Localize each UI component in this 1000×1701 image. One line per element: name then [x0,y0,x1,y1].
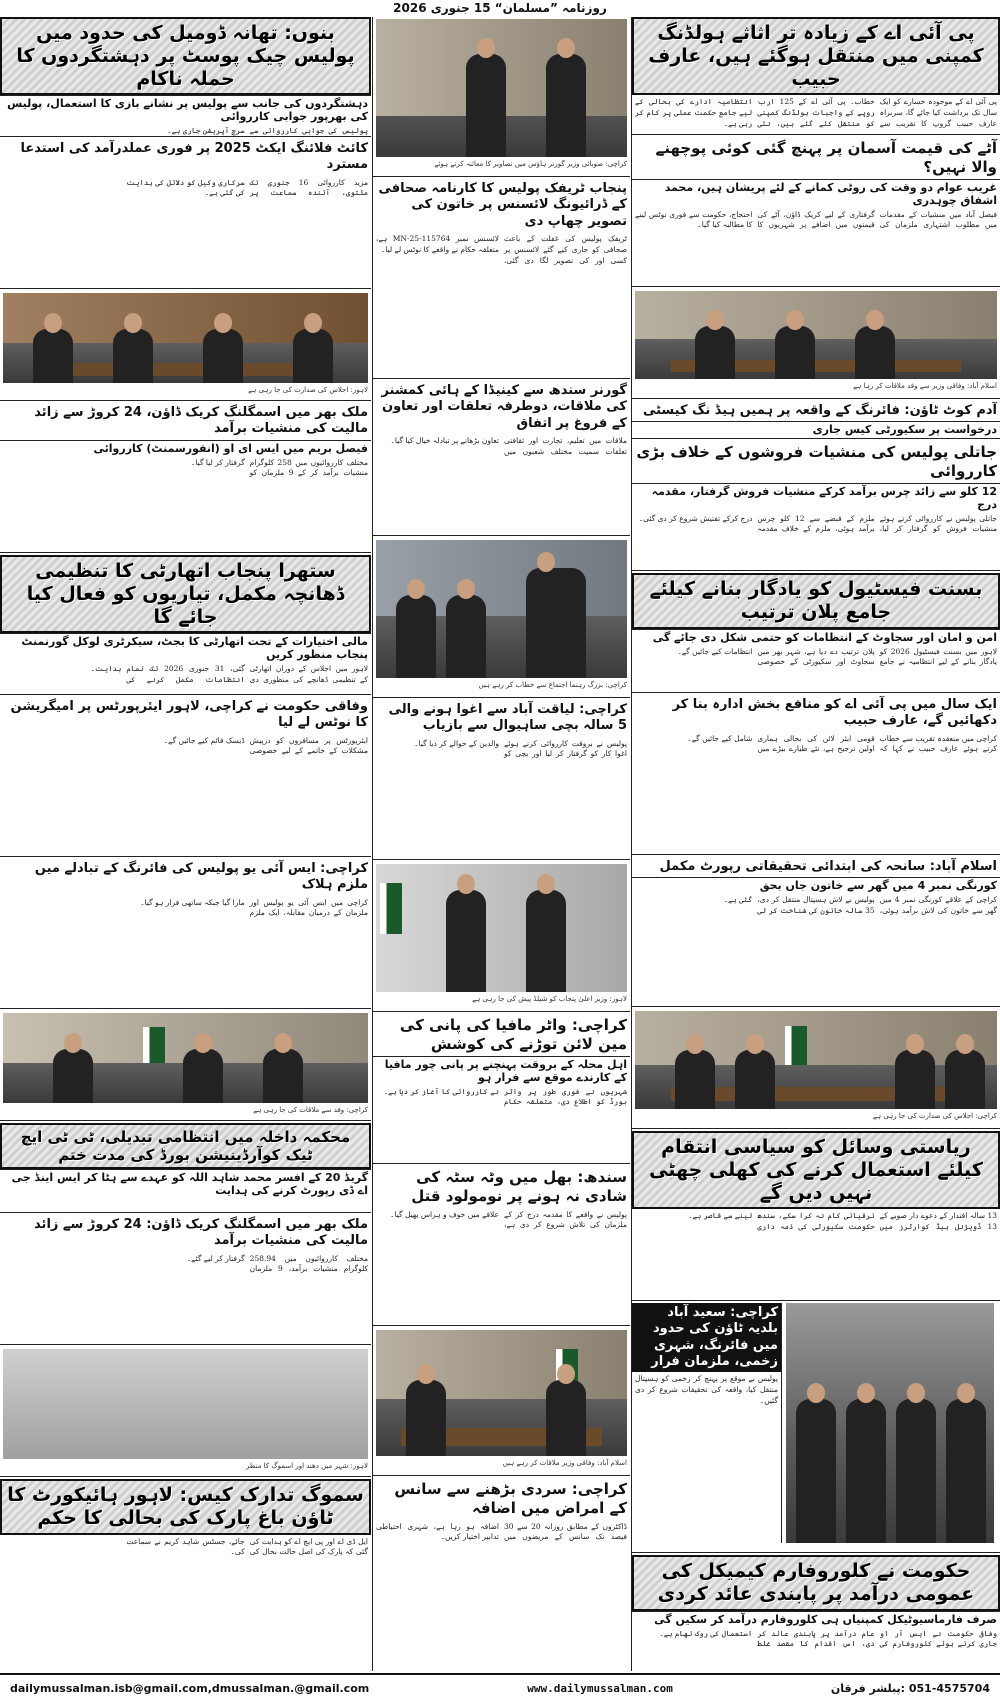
article-body: پولیس نے واقعے کا مقدمہ درج کر کے ملزمان کی تلاش شروع کر دی ہے، علاقے میں خوف و ہراس پھیل گیا۔ [390,1209,627,1230]
photo-block [0,291,371,401]
news-photo [635,1011,997,1109]
news-photo [376,19,627,157]
article-body: مختلف کارروائیوں میں 258.94 کلوگرام منشیات برآمد، 9 ملزمان گرفتار کر لیے گئے۔ [186,1253,369,1274]
photo-caption: لاہور: وزیر اعلیٰ پنجاب کو شیلڈ پیش کی جا رہی ہے [472,995,627,1003]
article-smuggling-2 [0,1215,371,1345]
headline: ملک بھر میں اسمگلنگ کریک ڈاؤن: 24 کروڑ سے زائد مالیت کی منشیات برآمد [34,1217,368,1249]
photo-block [373,17,630,177]
news-photo [635,291,997,379]
footer-emails: dailymussalman.isb@gmail.com,dmussalman.@gmail.com [10,1681,370,1695]
article-body: جاتلی پولیس نے کارروائی کرتے ہوئے منشیات فروش کو گرفتار کر لیا، ملزم کے قبضے سے 12 کلو چرس برآمد ہوئی، ملزم کے خلاف مقدمہ درج کرکے تفتیش شروع کر دی گئی۔ [638,513,997,534]
article-home-dept [0,1123,371,1213]
article-body: ملاقات میں تعلیم، تجارت اور ثقافتی تعلقات سمیت مختلف شعبوں میں تعاون بڑھانے پر تبادلہ خیال کیا گیا۔ [390,435,627,456]
headline: اسلام آباد: سانحہ کی ابتدائی تحقیقاتی رپورٹ مکمل [659,859,997,874]
article-basant [632,573,1000,693]
headline: کراچی: واٹر مافیا کی پانی کی مین لائن توڑنے کی کوشش [399,1016,627,1053]
masthead-dateline: روزنامہ ”مسلمان“ 15 جنوری 2026 [393,1,607,15]
article-pia-profit [632,695,1000,855]
article-body: 13 سالہ اقتدار کے دعوے دار صوبے کے 13 ڈویژنل ہیڈ کوارٹرز میں ترقیاتی کام نہ کرا سکے، سندھ حکومت سکیورٹی کی ذمہ داری لینے سے قاصر ہے۔ [688,1211,997,1232]
footer [0,1673,1000,1701]
article-body: پی آئی اے کے موجودہ خسارے کو ایک سال تک برداشت کیا جائے گا، سربراہ عارف حبیب گروپ کا تقریب سے خطاب۔ پی آئی اے کے 125 ارب روپے کے واجبات ہولڈنگ کمپنی کو منتقل کئے گئے ہیں، نئی انتظامیہ ادارے کی بحالی کے لیے جامع حکمت عملی پر کام کر رہی ہے۔ [635,97,997,129]
headline: آٹے کی قیمت آسمان پر پہنچ گئی کوئی پوچھنے والا نہیں؟ [655,139,997,176]
headline: کائٹ فلائنگ ایکٹ 2025 پر فوری عملدرآمد کی استدعا مسترد [20,141,368,173]
headline: ایک سال میں پی آئی اے کو منافع بخش ادارہ بنا کر دکھائیں گے، عارف حبیب [672,697,997,729]
article-islamabad-report [632,857,1000,1007]
article-body: وفاقی حکومت نے ایس آر او جاری کرتے ہوئے کلوروفارم کی عام درآمد پر پابندی عائد کر دی، اس اقدام کا مقصد غلط استعمال کی روک تھام ہے۔ [659,1628,997,1649]
headline: آدم کوٹ ٹاؤن: فائرنگ کے واقعہ پر ہمیں ہیڈ نگ کیسٹی [642,403,997,418]
subheadline: صرف فارماسیوٹیکل کمپنیاں ہی کلوروفارم درآمد کر سکیں گی [632,1611,1000,1627]
article-body: مختلف کارروائیوں میں 258 کلوگرام منشیات برآمد کر کے 9 ملزمان کو گرفتار کر لیا گیا۔ [191,457,368,478]
article-airport-immigration [0,697,371,857]
photo-caption: اسلام آباد: وفاقی وزیر سے وفد ملاقات کر رہا ہے [853,382,997,390]
headline: وفاقی حکومت نے کراچی، لاہور ایئرپورٹس پر امیگریشن کا نوٹس لے لیا [10,699,368,731]
photo-caption: کراچی: صوبائی وزیر گورنر ہاؤس میں تصاویر کا معائنہ کرتے ہوئے [434,160,627,168]
subheadline: درخواست پر سکیورٹی کیس جاری [632,421,1000,437]
headline: سندھ: بھل میں وٹہ سٹہ کی شادی نہ ہونے پر نومولود قتل [411,1168,627,1205]
article-body: فیصل آباد میں منشیات کے مقدمات میں مطلوب اشتہاری ملزمان کی گرفتاری کے لیے کریک ڈاؤن، آٹے کی قیمتوں میں اضافے پر شہریوں کا احتجاج، حکومت سے فوری نوٹس لینے کا مطالبہ کیا گیا۔ [635,209,997,230]
article-kite-act [0,139,371,289]
photo-caption: کراچی: اجلاس کی صدارت کی جا رہی ہے [872,1112,997,1120]
headline: ستھرا پنجاب اتھارٹی کا تنظیمی ڈھانچہ مکمل، تیاریوں کو فعال کیا جائے گا [0,555,371,633]
subheadline: غریب عوام دو وقت کی روٹی کمانے کے لئے پریشان ہیں، محمد اشفاق چوہدری [632,179,1000,208]
article-chloroform [632,1555,1000,1671]
subheadline: مالی اختیارات کے تحت اتھارٹی کا بجٹ، سیکرٹری لوکل گورنمنٹ پنجاب منظور کریں [0,633,371,662]
photo-caption: کراچی: وفد سے ملاقات کی جا رہی ہے [253,1106,368,1114]
footer-website: www.dailymussalman.com [527,1681,673,1695]
footer-publisher: 051-4575704 :پبلشر فرقان [830,1681,990,1695]
article-body: ایئرپورٹس پر مسافروں کو درپیش مشکلات کے خاتمے کے لیے خصوصی ڈیسک قائم کیے جائیں گے۔ [163,735,368,756]
photo-block [632,289,1000,399]
article-body: کراچی میں منعقدہ تقریب سے خطاب کرتے ہوئے عارف حبیب نے کہا کہ قومی ایئر لائن کی بحالی ہماری اولین ترجیح ہے، نئے طیارے بیڑے میں شامل کیے جائیں گے۔ [687,733,997,754]
subheadline: 12 کلو سے زائد چرس برآمد کرکے منشیات فروش گرفتار، مقدمہ درج [632,483,1000,512]
article-flour-price [632,137,1000,287]
article-body: کراچی کے علاقے کورنگی نمبر 4 میں گھر سے خاتون کی لاش برآمد ہوئی، پولیس نے لاش ہسپتال منتقل کر دی، 35 سالہ خاتون کی شناخت کر لی گئی ہے۔ [723,895,997,916]
headline: گورنر سندھ سے کینیڈا کے ہائی کمشنر کی ملاقات، دوطرفہ تعلقات اور تعاون کے فروغ پر اتفاق [381,383,627,431]
article-pia-assets [632,17,1000,135]
article-body: پولیس نے بروقت کارروائی کرتے ہوئے اغوا کار کو گرفتار کر لیا اور بچی کو والدین کے حوالے کر دیا گیا۔ [414,738,627,759]
photo-caption: لاہور: اجلاس کی صدارت کی جا رہی ہے [248,386,368,394]
headline: محکمہ داخلہ میں انتظامی تبدیلی، ٹی ٹی ایچ ٹیک کوآرڈینیشن بورڈ کی مدت ختم [0,1123,371,1169]
article-water-mafia [373,1014,630,1164]
headline: حکومت نے کلوروفارم کیمیکل کی عمومی درآمد پر پابندی عائد کردی [632,1555,1000,1611]
photo-block [632,1009,1000,1129]
article-newborn [373,1166,630,1326]
photo-caption: کراچی: بزرگ رہنما اجتماع سے خطاب کر رہے ہیں [478,681,627,689]
article-siu-encounter [0,859,371,1009]
photo-block [0,1347,371,1477]
center-column [373,17,630,1671]
subheadline: اہل محلہ کے بروقت پہنچنے پر پانی چور مافیا کے کارندے موقع سے فرار ہو [373,1056,630,1085]
headline: کراچی: سردی بڑھنے سے سانس کے امراض میں اضافہ [394,1480,627,1517]
news-photo [3,293,368,383]
news-photo [3,1349,368,1459]
news-photo [376,864,627,992]
article-jatli-police [632,441,1000,571]
headline: بنوں: تھانہ ڈومیل کی حدود میں پولیس چیک پوسٹ پر دہشتگردوں کا حملہ ناکام [0,17,371,95]
subheadline: گریڈ 20 کے افسر محمد شاہد اللہ کو عہدے سے ہٹا کر ایس اینڈ جی اے ڈی رپورٹ کرنے کی ہدایت [0,1169,371,1198]
photo-block [373,862,630,1012]
article-saeedabad [632,1303,1000,1553]
article-body: لاہور میں اجلاس کے دوران اتھارٹی کے تنظیمی ڈھانچے کی منظوری دی گئی، 31 جنوری 2026 تک تمام انتظامات مکمل کرنے کی ہدایت۔ [90,664,368,685]
subheadline: امن و امان اور سجاوٹ کے انتظامات کو حتمی شکل دی جائے گی [632,629,1000,645]
left-column [0,17,371,1671]
headline: سموگ تدارک کیس: لاہور ہائیکورٹ کا ٹاؤن باغ پارک کی بحالی کا حکم [0,1479,371,1535]
news-photo [3,1013,368,1103]
headline: پی آئی اے کے زیادہ تر اثاثے ہولڈنگ کمپنی میں منتقل ہوگئے ہیں، عارف حبیب [632,17,1000,95]
photo-block [373,1328,630,1476]
article-bannu-attack [0,17,371,137]
article-body: لاہور میں بسنت فیسٹیول 2026 کو یادگار بنانے کے لیے انتظامیہ نے جامع پلان ترتیب دے دیا ہے، شہر بھر میں سجاوٹ اور سکیورٹی کے خصوصی انتظامات کیے جائیں گے۔ [677,646,997,667]
news-photo [786,1303,994,1543]
photo-caption: اسلام آباد: وفاقی وزیر ملاقات کر رہے ہیں [502,1459,627,1467]
article-adam-kot [632,401,1000,439]
photo-block [0,1011,371,1121]
article-smog-case [0,1479,371,1671]
article-body: ڈاکٹروں کے مطابق روزانہ 20 سے 30 فیصد تک سانس کے مریضوں میں اضافہ ہو رہا ہے، شہری احتیاطی تدابیر اختیار کریں۔ [376,1521,627,1542]
subheadline: دہشتگردوں کی جانب سے پولیس پر نشانے بازی کا استعمال، پولیس کی بھرپور جوابی کارروائی [0,95,371,124]
headline: جاتلی پولیس کی منشیات فروشوں کے خلاف بڑی کارروائی [636,443,997,480]
news-photo [376,540,627,678]
article-body: پولیس کی جوابی کارروائی سے سرچ آپریشن جاری ہے۔ [167,126,368,136]
article-suthra-punjab [0,555,371,695]
article-body: ایل ڈی اے اور پی ایچ اے کو ہدایت کی گئی کہ پارک کی اصل حالت بحال کی جائے، جسٹس شاہد کریم نے سماعت کی۔ [126,1536,368,1557]
article-body: ٹریفک پولیس کی غفلت کے باعث صحافی کو جاری کیے گئے لائسنس پر کسی اور کی تصویر لگا دی گئی، لائسنس نمبر 115764-MN-25 ہے، متعلقہ حکام نے واقعے کا نوٹس لے لیا۔ [376,233,627,265]
headline: ریاستی وسائل کو سیاسی انتقام کیلئے استعمال کرنے کی کھلی چھٹی نہیں دیں گے [632,1131,1000,1209]
side-box [632,1303,782,1543]
article-governor-canada [373,381,630,536]
photo-block [373,538,630,698]
article-respiratory [373,1478,630,1671]
article-body: شہریوں نے فوری طور پر واٹر بورڈ کو اطلاع دی، متعلقہ حکام نے کارروائی کا آغاز کر دیا ہے۔ [383,1086,627,1107]
article-body: کراچی میں ایس آئی یو پولیس اور ملزمان کے درمیان مقابلہ، ایک ملزم مارا گیا جبکہ ساتھی فرار ہو گیا۔ [140,897,368,918]
headline: کراچی: لیاقت آباد سے اغوا ہونے والی 5 سالہ بچی ساہیوال سے بازیاب [388,702,627,734]
headline: بسنت فیسٹیول کو یادگار بنانے کیلئے جامع پلان ترتیب [632,573,1000,629]
news-photo [376,1330,627,1456]
article-body: پولیس نے موقع پر پہنچ کر زخمی کو ہسپتال منتقل کیا، واقعہ کی تحقیقات شروع کر دی گئیں۔ [635,1374,778,1405]
photo-caption: لاہور: شہر میں دھند اور اسموگ کا منظر [245,1462,368,1470]
headline: کراچی: ایس آئی یو پولیس کی فائرنگ کے تبادلے میں ملزم ہلاک [34,861,368,893]
article-kidnap-rescue [373,700,630,860]
headline: ملک بھر میں اسمگلنگ کریک ڈاؤن، 24 کروڑ سے زائد مالیت کی منشیات برآمد [34,405,368,437]
article-traffic-police [373,179,630,379]
subheadline: فیصل بریم میں ایس ای او (انفورسمنٹ) کارروائی [0,440,371,456]
right-column [632,17,1000,1671]
subheadline: کورنگی نمبر 4 میں گھر سے خاتون جاں بحق [632,877,1000,893]
headline: پنجاب ٹریفک پولیس کا کارنامہ صحافی کے ڈرائیونگ لائسنس پر خاتون کی تصویر چھاپ دی [378,181,627,229]
article-state-resources [632,1131,1000,1301]
article-body: مزید کارروائی 16 جنوری تک ملتوی، آئندہ سماعت پر سرکاری وکیل کو دلائل کی ہدایت کی گئی ہے۔ [126,177,368,198]
headline: کراچی: سعید آباد بلدیہ ٹاؤن کی حدود میں فائرنگ، شہری زخمی، ملزمان فرار [632,1303,781,1372]
article-smuggling [0,403,371,553]
